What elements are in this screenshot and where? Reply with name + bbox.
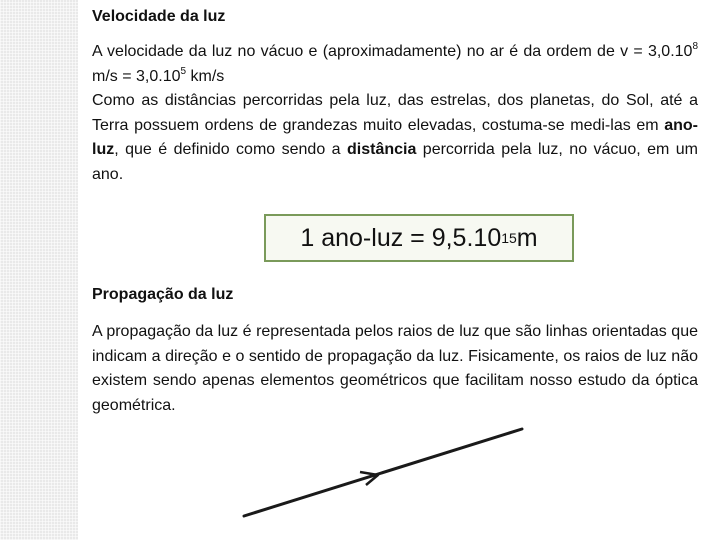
p1-exponent-1: 8	[692, 41, 698, 52]
p1-end: km/s	[186, 67, 225, 85]
p2-bold-light-year: ano-luz	[92, 116, 698, 158]
p1-exponent-2: 5	[180, 65, 187, 77]
p2-end: percorrida pela luz, no vácuo, em um ano.	[92, 141, 698, 183]
p1-text: A velocidade da luz no vácuo e (aproximadamente) no ar é da ordem de v = 3,0.10	[92, 43, 693, 60]
p2-mid: , que é definido como sendo a	[114, 141, 347, 158]
light-ray-line	[244, 429, 522, 516]
formula-unit: m	[516, 223, 538, 252]
paragraph-light-rays: A propagação da luz é representada pelos raios de luz que são linhas orientadas que indicam a direção e o sentido de propagação da luz. Fisicamente, os raios de luz não existem sendo apenas elementos geométricos que facilitam nosso estudo da óptica geométrica.	[92, 323, 698, 414]
p1-mid: m/s = 3,0.10	[92, 67, 181, 85]
p2-bold-distance: distância	[347, 141, 417, 158]
light-year-formula-box: 1 ano-luz = 9,5.10 15 m	[264, 214, 574, 262]
section-title-velocity: Velocidade da luz	[92, 8, 226, 25]
section-title-propagation: Propagação da luz	[92, 286, 234, 303]
p2-text: Como as distâncias percorridas pela luz, das estrelas, dos planetas, do Sol, até a Terra possuem ordens de grandezas muito elevadas, costuma-se medi-las em	[92, 92, 698, 134]
formula-text: 1 ano-luz = 9,5.10	[300, 223, 502, 252]
